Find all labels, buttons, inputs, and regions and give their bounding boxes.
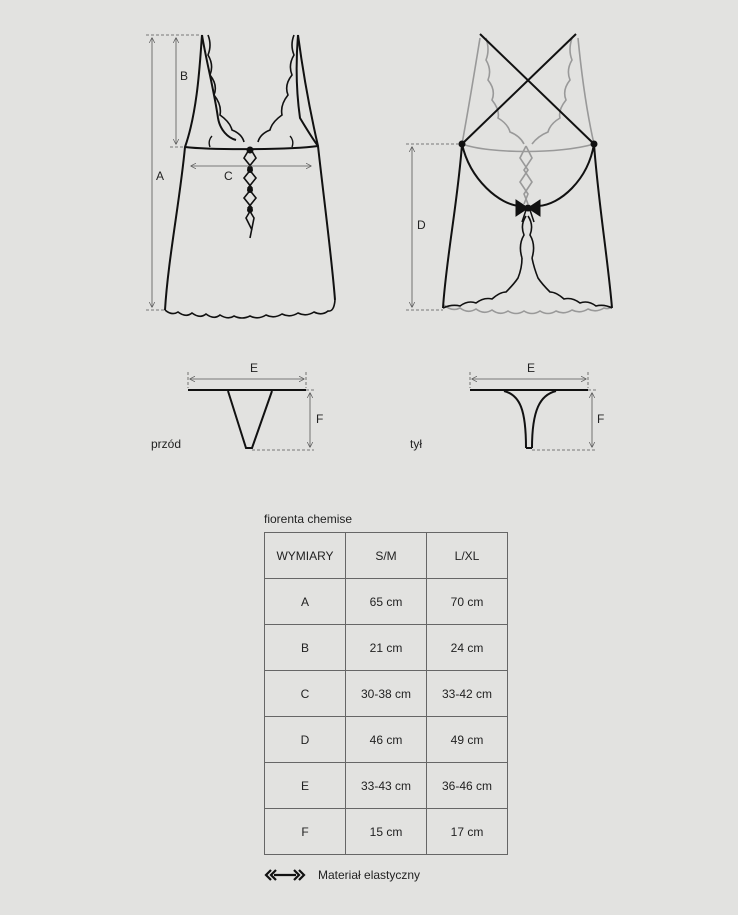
row-label: B bbox=[265, 625, 346, 671]
front-caption: przód bbox=[151, 437, 182, 451]
front-hem bbox=[165, 300, 335, 318]
back-chemise-drawing bbox=[443, 34, 612, 314]
table-row bbox=[265, 625, 508, 671]
front-thong-dimensions bbox=[188, 372, 314, 450]
cell-sm: 15 cm bbox=[346, 809, 427, 855]
cell-sm: 46 cm bbox=[346, 717, 427, 763]
row-label: F bbox=[265, 809, 346, 855]
size-table bbox=[264, 532, 508, 855]
cell-sm: 21 cm bbox=[346, 625, 427, 671]
front-chemise-drawing bbox=[165, 35, 335, 318]
row-label: A bbox=[265, 579, 346, 625]
label-b: B bbox=[180, 69, 189, 83]
cell-lxl: 24 cm bbox=[427, 625, 508, 671]
cell-lxl: 33-42 cm bbox=[427, 671, 508, 717]
cell-lxl: 70 cm bbox=[427, 579, 508, 625]
legend bbox=[264, 868, 420, 882]
label-f-back: F bbox=[597, 412, 605, 426]
table-header-row bbox=[265, 533, 508, 579]
table-row bbox=[265, 809, 508, 855]
back-thong-drawing bbox=[470, 390, 588, 448]
row-label: C bbox=[265, 671, 346, 717]
label-f-front: F bbox=[316, 412, 324, 426]
label-a: A bbox=[156, 169, 165, 183]
legend-text: Materiał elastyczny bbox=[318, 868, 421, 882]
header-lxl: L/XL bbox=[427, 533, 508, 579]
front-thong-drawing bbox=[188, 390, 306, 448]
cell-sm: 33-43 cm bbox=[346, 763, 427, 809]
cell-sm: 65 cm bbox=[346, 579, 427, 625]
label-d: D bbox=[417, 218, 426, 232]
cell-lxl: 17 cm bbox=[427, 809, 508, 855]
table-row bbox=[265, 579, 508, 625]
label-e-back: E bbox=[527, 361, 536, 375]
label-e-front: E bbox=[250, 361, 259, 375]
label-c: C bbox=[224, 169, 233, 183]
back-caption: tył bbox=[410, 437, 422, 451]
header-measurements: WYMIARY bbox=[265, 533, 346, 579]
row-label: E bbox=[265, 763, 346, 809]
table-row bbox=[265, 717, 508, 763]
row-label: D bbox=[265, 717, 346, 763]
table-row bbox=[265, 671, 508, 717]
cell-lxl: 36-46 cm bbox=[427, 763, 508, 809]
table-row bbox=[265, 763, 508, 809]
cell-sm: 30-38 cm bbox=[346, 671, 427, 717]
right-lace-edge bbox=[258, 35, 294, 142]
header-sm: S/M bbox=[346, 533, 427, 579]
table-title: fiorenta chemise bbox=[264, 512, 353, 526]
cell-lxl: 49 cm bbox=[427, 717, 508, 763]
elastic-arrow-icon bbox=[264, 868, 306, 882]
